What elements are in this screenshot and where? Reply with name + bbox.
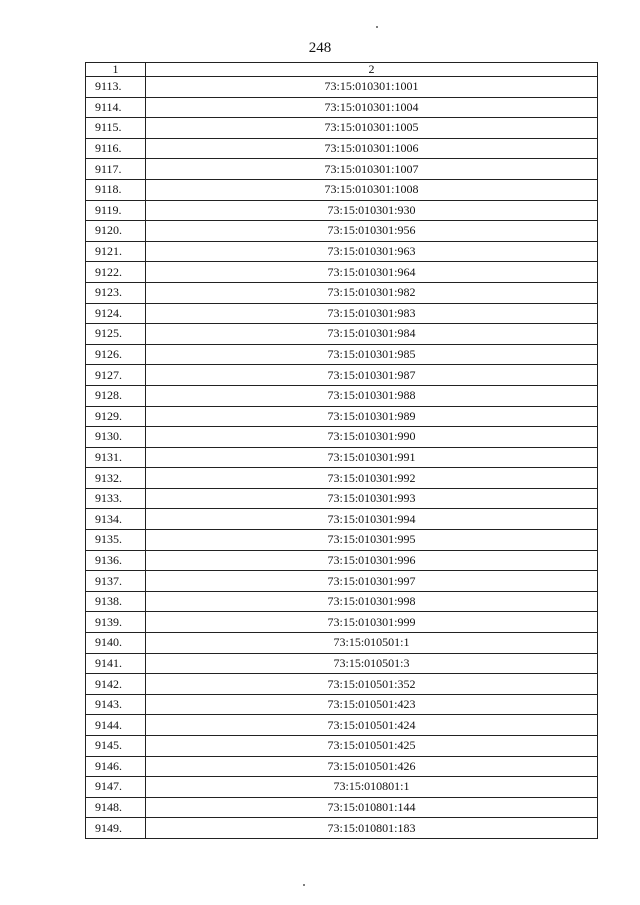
scan-speck (303, 884, 305, 886)
row-number-cell: 9140. (86, 633, 146, 654)
table-header (86, 63, 598, 77)
table-row (86, 138, 598, 159)
table-row (86, 406, 598, 427)
row-number-cell: 9126. (86, 344, 146, 365)
cadastral-number-cell: 73:15:010501:1 (146, 633, 598, 654)
table-row (86, 385, 598, 406)
table-row (86, 241, 598, 262)
table-row (86, 97, 598, 118)
table-row (86, 694, 598, 715)
table-row (86, 509, 598, 530)
cadastral-number-cell: 73:15:010301:983 (146, 303, 598, 324)
header-row (86, 63, 598, 77)
row-number-cell: 9137. (86, 571, 146, 592)
cadastral-number-cell: 73:15:010301:930 (146, 200, 598, 221)
table-row (86, 777, 598, 798)
row-number-cell: 9142. (86, 674, 146, 695)
cadastral-number-cell: 73:15:010301:1007 (146, 159, 598, 180)
cadastral-number-cell: 73:15:010301:1001 (146, 77, 598, 98)
cadastral-number-cell: 73:15:010301:956 (146, 221, 598, 242)
table-row (86, 633, 598, 654)
row-number-cell: 9136. (86, 550, 146, 571)
table-row (86, 303, 598, 324)
row-number-cell: 9146. (86, 756, 146, 777)
row-number-cell: 9134. (86, 509, 146, 530)
cadastral-number-cell: 73:15:010301:997 (146, 571, 598, 592)
cadastral-number-cell: 73:15:010801:1 (146, 777, 598, 798)
table-row (86, 736, 598, 757)
cadastral-number-cell: 73:15:010301:1005 (146, 118, 598, 139)
row-number-cell: 9114. (86, 97, 146, 118)
cadastral-number-cell: 73:15:010301:984 (146, 324, 598, 345)
table-row (86, 653, 598, 674)
row-number-cell: 9145. (86, 736, 146, 757)
cadastral-number-cell: 73:15:010301:994 (146, 509, 598, 530)
row-number-cell: 9141. (86, 653, 146, 674)
row-number-cell: 9119. (86, 200, 146, 221)
table-row (86, 591, 598, 612)
row-number-cell: 9121. (86, 241, 146, 262)
table-body (86, 77, 598, 839)
row-number-cell: 9113. (86, 77, 146, 98)
cadastral-number-cell: 73:15:010501:423 (146, 694, 598, 715)
row-number-cell: 9133. (86, 488, 146, 509)
row-number-cell: 9131. (86, 447, 146, 468)
row-number-cell: 9128. (86, 385, 146, 406)
table-row (86, 797, 598, 818)
table-row (86, 262, 598, 283)
header-col-2: 2 (146, 63, 598, 77)
table-row (86, 488, 598, 509)
table-row (86, 468, 598, 489)
cadastral-number-cell: 73:15:010301:995 (146, 530, 598, 551)
table-row (86, 550, 598, 571)
table-row (86, 344, 598, 365)
page-number: 248 (308, 40, 332, 56)
table-row (86, 612, 598, 633)
row-number-cell: 9148. (86, 797, 146, 818)
cadastral-number-cell: 73:15:010301:1006 (146, 138, 598, 159)
cadastral-number-cell: 73:15:010501:424 (146, 715, 598, 736)
row-number-cell: 9147. (86, 777, 146, 798)
row-number-cell: 9130. (86, 427, 146, 448)
table-row (86, 447, 598, 468)
cadastral-number-cell: 73:15:010301:991 (146, 447, 598, 468)
cadastral-number-table (85, 62, 598, 839)
table-row (86, 818, 598, 839)
cadastral-number-cell: 73:15:010301:1004 (146, 97, 598, 118)
cadastral-number-cell: 73:15:010501:426 (146, 756, 598, 777)
row-number-cell: 9138. (86, 591, 146, 612)
row-number-cell: 9139. (86, 612, 146, 633)
table-row (86, 530, 598, 551)
cadastral-number-cell: 73:15:010301:989 (146, 406, 598, 427)
cadastral-number-cell: 73:15:010501:352 (146, 674, 598, 695)
table-row (86, 159, 598, 180)
table-row (86, 756, 598, 777)
row-number-cell: 9129. (86, 406, 146, 427)
row-number-cell: 9135. (86, 530, 146, 551)
table-row (86, 200, 598, 221)
row-number-cell: 9144. (86, 715, 146, 736)
row-number-cell: 9124. (86, 303, 146, 324)
cadastral-number-cell: 73:15:010301:982 (146, 282, 598, 303)
table-row (86, 427, 598, 448)
table-row (86, 571, 598, 592)
cadastral-number-cell: 73:15:010501:425 (146, 736, 598, 757)
table-row (86, 179, 598, 200)
cadastral-number-cell: 73:15:010301:985 (146, 344, 598, 365)
cadastral-number-cell: 73:15:010301:964 (146, 262, 598, 283)
cadastral-number-cell: 73:15:010801:183 (146, 818, 598, 839)
row-number-cell: 9120. (86, 221, 146, 242)
table-row (86, 118, 598, 139)
cadastral-number-cell: 73:15:010301:999 (146, 612, 598, 633)
cadastral-number-cell: 73:15:010301:996 (146, 550, 598, 571)
row-number-cell: 9123. (86, 282, 146, 303)
table-row (86, 221, 598, 242)
row-number-cell: 9132. (86, 468, 146, 489)
table-row (86, 77, 598, 98)
scan-speck (376, 26, 378, 28)
cadastral-number-cell: 73:15:010301:987 (146, 365, 598, 386)
table-row (86, 365, 598, 386)
row-number-cell: 9122. (86, 262, 146, 283)
row-number-cell: 9149. (86, 818, 146, 839)
row-number-cell: 9127. (86, 365, 146, 386)
cadastral-number-cell: 73:15:010301:988 (146, 385, 598, 406)
row-number-cell: 9116. (86, 138, 146, 159)
cadastral-number-cell: 73:15:010301:990 (146, 427, 598, 448)
table-row (86, 674, 598, 695)
cadastral-number-cell: 73:15:010501:3 (146, 653, 598, 674)
cadastral-number-cell: 73:15:010301:992 (146, 468, 598, 489)
cadastral-number-cell: 73:15:010301:963 (146, 241, 598, 262)
row-number-cell: 9117. (86, 159, 146, 180)
row-number-cell: 9115. (86, 118, 146, 139)
row-number-cell: 9125. (86, 324, 146, 345)
cadastral-number-cell: 73:15:010801:144 (146, 797, 598, 818)
table-row (86, 715, 598, 736)
table-row (86, 324, 598, 345)
header-col-1: 1 (86, 63, 146, 77)
cadastral-number-cell: 73:15:010301:1008 (146, 179, 598, 200)
table-row (86, 282, 598, 303)
row-number-cell: 9118. (86, 179, 146, 200)
cadastral-number-cell: 73:15:010301:998 (146, 591, 598, 612)
row-number-cell: 9143. (86, 694, 146, 715)
cadastral-number-cell: 73:15:010301:993 (146, 488, 598, 509)
